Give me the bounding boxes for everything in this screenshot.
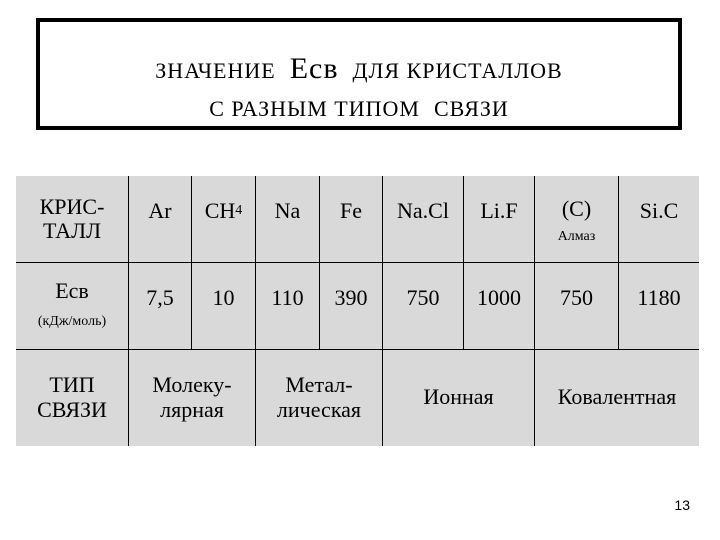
energy-value: 1000 [477, 284, 521, 310]
bond-type-line: лярная [160, 396, 224, 422]
energy-value: 7,5 [146, 284, 174, 310]
title-esv: Есв [289, 52, 339, 85]
row-header-crystal-line-2: ТАЛЛ [42, 218, 102, 243]
row-header-crystal-line-1: КРИС- [39, 193, 105, 219]
bond-type-line: Молеку- [152, 372, 232, 398]
energy-value: 750 [406, 284, 440, 310]
crystal-name-subscript: 4 [235, 203, 243, 219]
crystal-name: Na [274, 197, 301, 223]
energy-value: 750 [560, 284, 593, 310]
page-number: 13 [674, 497, 690, 513]
bond-type-molecular [129, 349, 255, 446]
energy-value: 390 [334, 284, 368, 310]
crystal-name: Ar [148, 197, 172, 223]
row-header-bond-type-line-1: ТИП [49, 372, 95, 398]
energy-value: 10 [212, 284, 235, 310]
title-line-2 [40, 96, 678, 122]
crystal-name: Li.F [480, 197, 518, 223]
row-header-crystal [16, 176, 128, 262]
title-line-2b: СВЯЗИ [433, 96, 509, 121]
crystal-name: Na.Cl [397, 197, 449, 223]
title-part-1: ЗНАЧЕНИЕ [155, 58, 276, 83]
bond-type-covalent: Ковалентная [557, 384, 677, 410]
title-box [36, 18, 682, 130]
energy-value: 110 [271, 284, 304, 310]
crystal-name: Fe [340, 197, 362, 223]
title-part-2: ДЛЯ КРИСТАЛЛОВ [352, 58, 563, 83]
bond-type-metallic [256, 349, 382, 446]
crystal-table [16, 176, 699, 446]
crystal-name-text: CH [204, 197, 236, 223]
row-header-bond-type-line-2: СВЯЗИ [37, 396, 107, 422]
table-row-divider-1 [16, 262, 699, 263]
crystal-name [192, 176, 255, 246]
row-header-energy-unit: (кДж/моль) [37, 314, 107, 330]
energy-value: 1180 [637, 284, 681, 310]
bond-type-ionic: Ионная [423, 384, 494, 410]
crystal-note: Алмаз [557, 229, 596, 245]
bond-type-line: Метал- [285, 372, 353, 398]
row-header-energy: Есв [55, 277, 89, 303]
row-header-bond-type [16, 349, 128, 446]
crystal-name: (C) [561, 195, 592, 221]
bond-type-line: лическая [276, 396, 362, 422]
title-line-2a: С РАЗНЫМ ТИПОМ [209, 96, 420, 121]
crystal-name: Si.C [639, 197, 679, 223]
title-line-1 [40, 52, 678, 86]
